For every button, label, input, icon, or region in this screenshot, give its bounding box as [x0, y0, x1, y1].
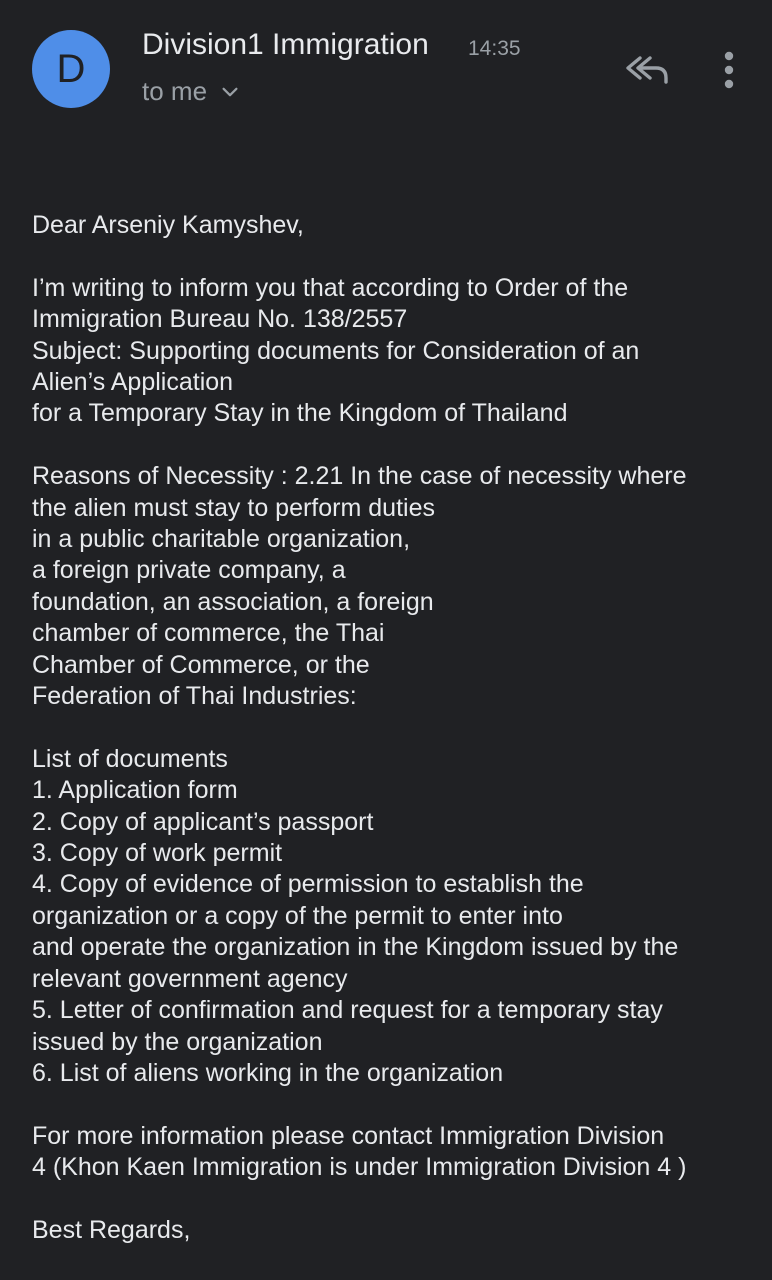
- greeting-line: Dear Arseniy Kamyshev,: [32, 211, 304, 239]
- greeting-paragraph: [32, 210, 752, 241]
- documents-heading: List of documents: [32, 744, 228, 773]
- document-item: and operate the organization in the Kingdom issued by the: [32, 933, 679, 962]
- document-item: issued by the organization: [32, 1027, 323, 1056]
- intro-line: for a Temporary Stay in the Kingdom of Thailand: [32, 399, 568, 428]
- contact-paragraph: [32, 1121, 752, 1184]
- message-time: 14:35: [468, 37, 521, 60]
- intro-line: I’m writing to inform you that according to Order of the: [32, 273, 629, 302]
- reasons-paragraph: [32, 461, 752, 712]
- document-item: 5. Letter of confirmation and request for a temporary stay: [32, 996, 663, 1025]
- document-item: relevant government agency: [32, 964, 348, 993]
- intro-paragraph: [32, 273, 752, 430]
- message-header: [0, 0, 772, 140]
- sender-name[interactable]: Division1 Immigration: [142, 28, 429, 61]
- document-item: 3. Copy of work permit: [32, 839, 283, 868]
- document-item: 6. List of aliens working in the organization: [32, 1058, 504, 1087]
- document-item: 2. Copy of applicant’s passport: [32, 807, 374, 836]
- reasons-line: in a public charitable organization,: [32, 525, 411, 554]
- intro-line: Alien’s Application: [32, 368, 234, 397]
- reasons-line: a foreign private company, a: [32, 556, 346, 585]
- reasons-line: the alien must stay to perform duties: [32, 493, 435, 522]
- documents-list: [32, 744, 752, 1089]
- document-item: 1. Application form: [32, 776, 238, 805]
- reasons-line: foundation, an association, a foreign: [32, 587, 434, 616]
- closing-paragraph: [32, 1215, 752, 1246]
- reasons-line: Federation of Thai Industries:: [32, 682, 357, 711]
- intro-line: Subject: Supporting documents for Consideration of an: [32, 336, 640, 365]
- more-vert-icon[interactable]: [712, 48, 746, 92]
- message-body: [32, 210, 752, 1278]
- reasons-line: chamber of commerce, the Thai: [32, 619, 385, 648]
- sender-avatar[interactable]: D: [32, 30, 110, 108]
- contact-line: For more information please contact Immigration Division: [32, 1121, 665, 1150]
- reasons-line: Reasons of Necessity : 2.21 In the case of necessity where: [32, 462, 687, 491]
- document-item: 4. Copy of evidence of permission to establish the: [32, 870, 584, 899]
- chevron-down-icon[interactable]: [219, 81, 241, 103]
- reasons-line: Chamber of Commerce, or the: [32, 650, 370, 679]
- recipient-details-toggle[interactable]: [142, 76, 241, 107]
- closing-line: Best Regards,: [32, 1215, 191, 1244]
- recipient-label: to me: [142, 76, 208, 106]
- document-item: organization or a copy of the permit to enter into: [32, 901, 563, 930]
- contact-line: 4 (Khon Kaen Immigration is under Immigration Division 4 ): [32, 1153, 687, 1182]
- reply-all-icon[interactable]: [622, 50, 670, 90]
- intro-line: Immigration Bureau No. 138/2557: [32, 305, 408, 334]
